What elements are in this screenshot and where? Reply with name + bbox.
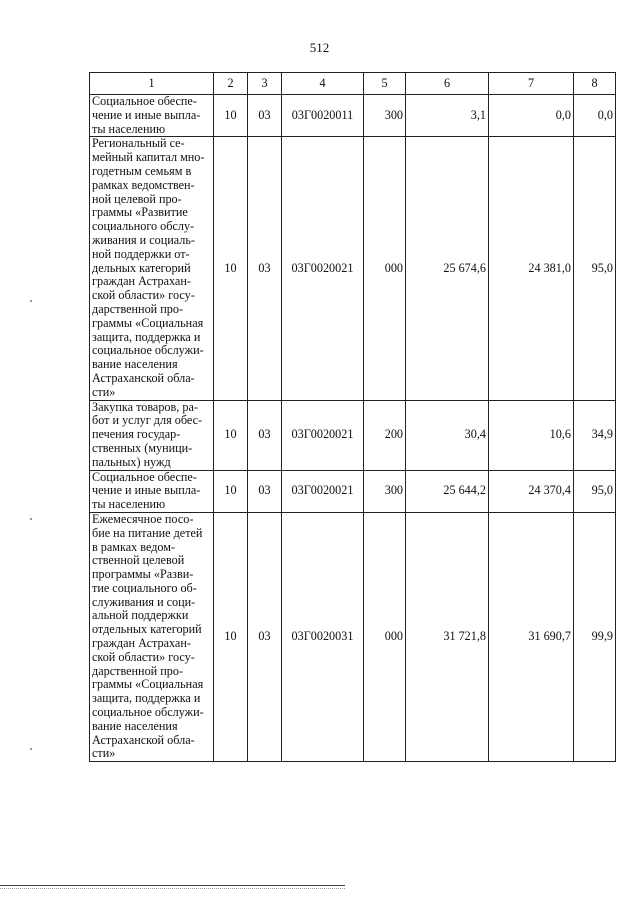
section-code: 10 <box>214 95 248 137</box>
row-description: Ежемесячное посо- бие на питание детей в рамках ведом- ственной целевой программы «Разви- тие социального об- служивания и соци- альной поддержки отдельных категорий граждан Астрахан- ской области» госу- дарственной про- граммы «Социальная защита, поддержка и социальное обслужи- вание населения Астраханской обла- сти» <box>90 512 214 761</box>
scan-artifact <box>30 518 32 520</box>
row-description: Социальное обеспе- чение и иные выпла- ты населению <box>90 470 214 512</box>
planned-amount: 3,1 <box>406 95 489 137</box>
expense-type-code: 300 <box>364 95 406 137</box>
header-cell: 6 <box>406 73 489 95</box>
planned-amount: 31 721,8 <box>406 512 489 761</box>
table-row <box>90 400 616 470</box>
section-code: 10 <box>214 470 248 512</box>
subsection-code: 03 <box>248 470 282 512</box>
executed-amount: 0,0 <box>489 95 574 137</box>
table-row <box>90 470 616 512</box>
header-cell: 7 <box>489 73 574 95</box>
executed-amount: 24 370,4 <box>489 470 574 512</box>
target-article-code: 03Г0020031 <box>282 512 364 761</box>
execution-percent: 0,0 <box>574 95 616 137</box>
subsection-code: 03 <box>248 400 282 470</box>
expense-type-code: 300 <box>364 470 406 512</box>
header-cell: 4 <box>282 73 364 95</box>
executed-amount: 10,6 <box>489 400 574 470</box>
row-description: Региональный се- мейный капитал мно- годетным семьям в рамках ведомствен- ной целевой про- граммы «Развитие социального обслу- живания и социаль- ной поддержки от- дельных категорий граждан Астрахан- ской области» госу- дарственной про- граммы «Социальная защита, поддержка и социальное обслужи- вание населения Астраханской обла- сти» <box>90 137 214 400</box>
row-description: Закупка товаров, ра- бот и услуг для обес- печения государ- ственных (муници- пальных) нужд <box>90 400 214 470</box>
planned-amount: 25 674,6 <box>406 137 489 400</box>
expense-type-code: 000 <box>364 512 406 761</box>
target-article-code: 03Г0020021 <box>282 400 364 470</box>
row-description: Социальное обеспе- чение и иные выпла- ты населению <box>90 95 214 137</box>
page-number: 512 <box>309 40 330 55</box>
execution-percent: 99,9 <box>574 512 616 761</box>
section-code: 10 <box>214 137 248 400</box>
table-row <box>90 512 616 761</box>
executed-amount: 31 690,7 <box>489 512 574 761</box>
header-cell: 5 <box>364 73 406 95</box>
budget-table <box>89 72 616 762</box>
expense-type-code: 000 <box>364 137 406 400</box>
subsection-code: 03 <box>248 512 282 761</box>
target-article-code: 03Г0020011 <box>282 95 364 137</box>
target-article-code: 03Г0020021 <box>282 137 364 400</box>
section-code: 10 <box>214 512 248 761</box>
subsection-code: 03 <box>248 95 282 137</box>
scan-artifact <box>30 748 32 750</box>
table-row <box>90 95 616 137</box>
header-row <box>90 73 616 95</box>
header-cell: 3 <box>248 73 282 95</box>
scan-artifact <box>30 300 32 302</box>
subsection-code: 03 <box>248 137 282 400</box>
execution-percent: 95,0 <box>574 137 616 400</box>
table-row <box>90 137 616 400</box>
planned-amount: 30,4 <box>406 400 489 470</box>
execution-percent: 95,0 <box>574 470 616 512</box>
header-cell: 1 <box>90 73 214 95</box>
expense-type-code: 200 <box>364 400 406 470</box>
execution-percent: 34,9 <box>574 400 616 470</box>
scan-artifact-line <box>0 885 345 886</box>
header-cell: 2 <box>214 73 248 95</box>
section-code: 10 <box>214 400 248 470</box>
table-body <box>90 95 616 762</box>
header-cell: 8 <box>574 73 616 95</box>
planned-amount: 25 644,2 <box>406 470 489 512</box>
executed-amount: 24 381,0 <box>489 137 574 400</box>
scan-artifact-line <box>0 888 345 889</box>
target-article-code: 03Г0020021 <box>282 470 364 512</box>
